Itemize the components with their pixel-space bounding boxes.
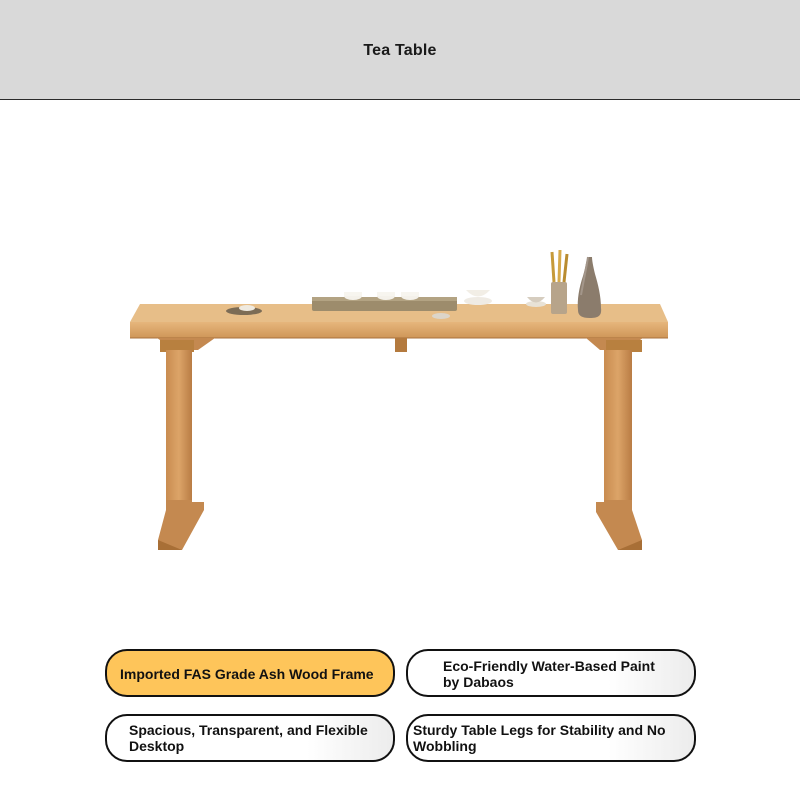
feature-label: Sturdy Table Legs for Stability and No Wobbling <box>413 722 666 754</box>
feature-label: Spacious, Transparent, and Flexible Desktop <box>129 722 368 754</box>
feature-label: Eco-Friendly Water-Based Paint by Dabaos <box>443 658 655 690</box>
tea-tray <box>312 292 457 311</box>
header-bar <box>0 0 800 100</box>
feature-button-ash-wood-frame[interactable] <box>105 649 395 697</box>
tea-table-illustration <box>0 100 800 620</box>
page-title: Tea Table <box>363 42 437 59</box>
feature-button-spacious-desktop[interactable] <box>105 714 395 762</box>
feature-button-sturdy-legs[interactable] <box>406 714 696 762</box>
product-image <box>0 100 800 620</box>
feature-label: Imported FAS Grade Ash Wood Frame <box>120 666 374 682</box>
utensil-holder <box>551 250 567 314</box>
table-leg-right <box>586 338 643 550</box>
table-leg-left <box>157 338 215 550</box>
feature-button-eco-friendly-paint[interactable] <box>406 649 696 697</box>
